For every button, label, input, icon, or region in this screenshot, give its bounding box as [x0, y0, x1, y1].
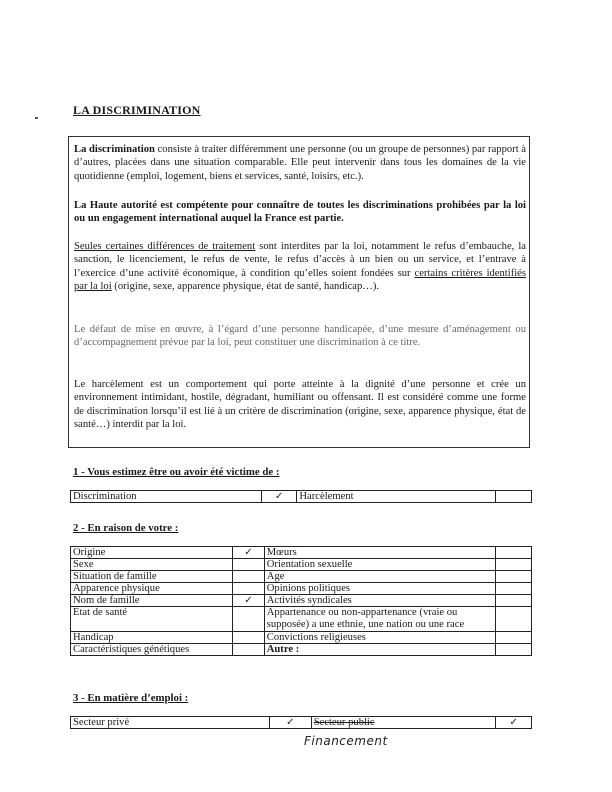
criterion-label: Mœurs [264, 547, 496, 559]
criterion-checkbox[interactable] [233, 571, 265, 583]
underlined-phrase-1: Seules certaines différences de traitement [74, 241, 256, 252]
criterion-label: Origine [71, 547, 233, 559]
intro-paragraph-3-text-b: (origine, sexe, apparence physique, état de santé, handicap…). [111, 280, 380, 292]
option-discrimination-label: Discrimination [71, 491, 262, 503]
option-secteur-prive-checkbox[interactable]: ✓ [269, 717, 311, 729]
table-row [71, 583, 532, 595]
criterion-checkbox[interactable] [496, 632, 532, 644]
term-discrimination: La discrimination [74, 144, 155, 155]
criterion-label: Caractéristiques génétiques [71, 644, 233, 656]
table-row [71, 559, 532, 571]
criterion-other-label: Autre : [264, 644, 496, 656]
handwritten-note: Financement [304, 734, 388, 748]
criterion-checkbox[interactable]: ✓ [233, 595, 265, 607]
table-row [71, 607, 532, 632]
intro-paragraph-3-text-a: sont interdites par la loi, notamment le refus d’embauche, la sanction, le licenciement, le refus de vente, le refus d’accès à un bien ou un service, et l’entrave à l’exercice d’une activité économique, à condition qu’elles soient fondées sur [74, 241, 526, 279]
table-row [71, 632, 532, 644]
section-2-table [70, 546, 532, 656]
intro-paragraph-2 [74, 199, 526, 226]
criterion-checkbox[interactable] [496, 607, 532, 632]
section-1-heading: 1 - Vous estimez être ou avoir été victime de : [73, 466, 280, 478]
criterion-checkbox[interactable] [233, 583, 265, 595]
intro-paragraph-1 [74, 143, 526, 183]
option-harcelement-label: Harcèlement [297, 491, 496, 503]
criterion-checkbox[interactable] [496, 595, 532, 607]
criterion-checkbox[interactable] [233, 644, 265, 656]
criterion-checkbox[interactable] [496, 583, 532, 595]
criterion-label: Opinions politiques [264, 583, 496, 595]
page-title: LA DISCRIMINATION [73, 103, 201, 117]
table-row [71, 595, 532, 607]
intro-paragraph-5: Le harcèlement est un comportement qui porte atteinte à la dignité d’une personne et crée un environnement intimidant, hostile, dégradant, humiliant ou offensant. Il est considéré comme une forme de discrimination lorsqu’il est lié à un critère de discrimination (origine, sexe, apparence physique, état de santé…) interdit par la loi. [74, 379, 526, 430]
table-row [71, 717, 532, 729]
option-secteur-prive-label: Secteur privé [71, 717, 270, 729]
option-secteur-public-checkbox[interactable]: ✓ [496, 717, 532, 729]
table-row [71, 547, 532, 559]
section-3-table [70, 716, 532, 729]
criterion-label: Appartenance ou non-appartenance (vraie ou supposée) a une ethnie, une nation ou une race [264, 607, 496, 632]
criterion-checkbox[interactable] [233, 559, 265, 571]
section-2-heading: 2 - En raison de votre : [73, 522, 179, 534]
criterion-label: Activités syndicales [264, 595, 496, 607]
criterion-checkbox[interactable] [496, 571, 532, 583]
margin-mark [35, 117, 38, 119]
criterion-label: Handicap [71, 632, 233, 644]
table-row [71, 644, 532, 656]
criterion-label: Convictions religieuses [264, 632, 496, 644]
option-harcelement-checkbox[interactable] [496, 491, 532, 503]
intro-paragraph-2-text: La Haute autorité est compétente pour connaître de toutes les discriminations prohibées par la loi ou un engagement international auquel la France est partie. [74, 200, 526, 225]
intro-paragraph-1-text: consiste à traiter différemment une personne (ou un groupe de personnes) par rapport à d’autres, placées dans une situation comparable. Elle peut intervenir dans tous les domaines de la vie quotidienne (emploi, logement, biens et services, santé, loisirs, etc.). [74, 144, 526, 182]
section-3-heading: 3 - En matière d’emploi : [73, 692, 189, 704]
intro-paragraph-4: Le défaut de mise en œuvre, à l’égard d’une personne handicapée, d’une mesure d’aménagement ou d’accompagnement prévue par la loi, peut constituer une discrimination à ce titre. [74, 324, 526, 349]
table-row [71, 491, 532, 503]
option-secteur-public-text: Secteur public [313, 717, 375, 728]
criterion-checkbox[interactable]: ✓ [233, 547, 265, 559]
criterion-label: Situation de famille [71, 571, 233, 583]
option-discrimination-checkbox[interactable]: ✓ [261, 491, 297, 503]
table-row [71, 571, 532, 583]
criterion-checkbox[interactable] [496, 559, 532, 571]
criterion-label: Orientation sexuelle [264, 559, 496, 571]
underlined-phrase-2: certains critères identifiés par la loi [74, 267, 526, 292]
criterion-label: Sexe [71, 559, 233, 571]
criterion-label: Age [264, 571, 496, 583]
section-1-table [70, 490, 532, 503]
criterion-checkbox[interactable] [233, 632, 265, 644]
intro-paragraph-3 [74, 240, 526, 293]
criterion-checkbox[interactable] [233, 607, 265, 632]
criterion-label: Nom de famille [71, 595, 233, 607]
criterion-label: Apparence physique [71, 583, 233, 595]
criterion-checkbox[interactable] [496, 547, 532, 559]
criterion-checkbox[interactable] [496, 644, 532, 656]
option-secteur-public-label [311, 717, 496, 729]
criterion-label: Etat de santé [71, 607, 233, 632]
